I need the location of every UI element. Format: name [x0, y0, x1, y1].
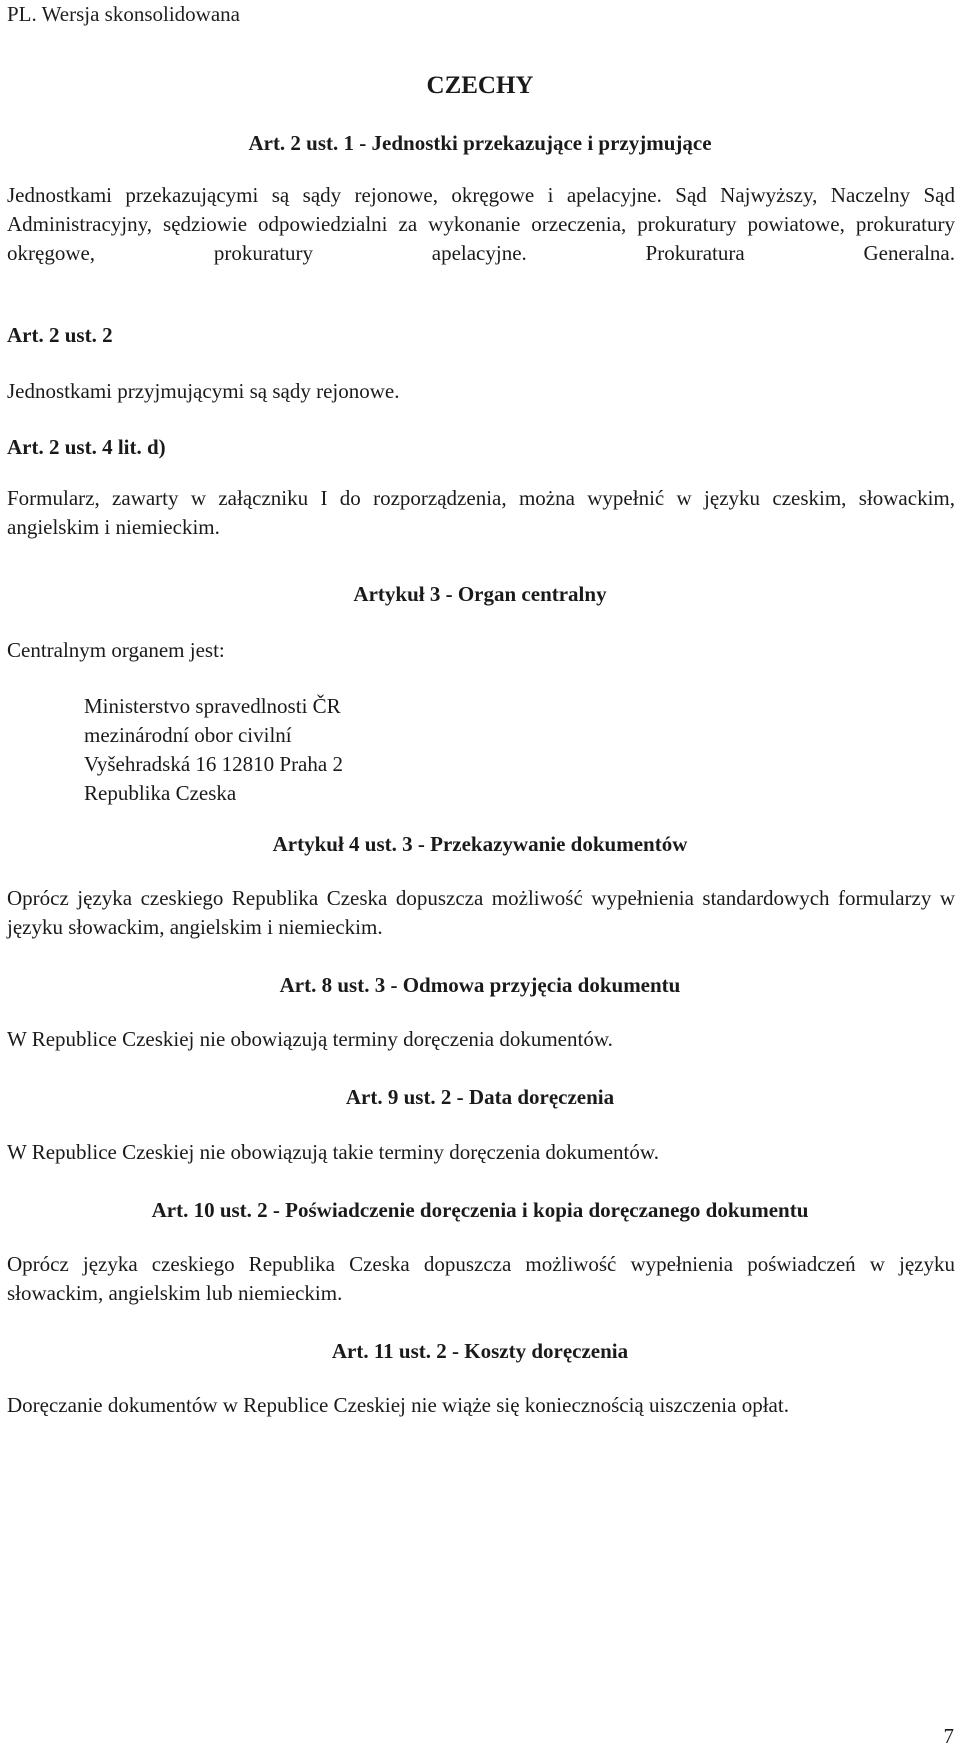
art3-heading: Artykuł 3 - Organ centralny [353, 582, 607, 606]
art3-text: Centralnym organem jest: [7, 638, 225, 662]
art2-4d-heading: Art. 2 ust. 4 lit. d) [7, 435, 166, 459]
country-title: CZECHY [426, 72, 534, 99]
central-authority-address [84, 692, 343, 808]
art11-text: Doręczanie dokumentów w Republice Czeskiej nie wiąże się koniecznością uiszczenia opłat. [7, 1393, 789, 1417]
art8-text: W Republice Czeskiej nie obowiązują terminy doręczenia dokumentów. [7, 1027, 613, 1051]
art10-text: Oprócz języka czeskiego Republika Czeska dopuszcza możliwość wypełnienia poświadczeń w języku słowackim, angielskim lub niemieckim. [7, 1252, 955, 1305]
page-number: 7 [943, 1724, 954, 1748]
art10-heading: Art. 10 ust. 2 - Poświadczenie doręczenia i kopia doręczanego dokumentu [151, 1198, 809, 1222]
address-line: Ministerstvo spravedlnosti ČR [84, 694, 341, 718]
art9-heading: Art. 9 ust. 2 - Data doręczenia [345, 1085, 615, 1109]
art2-2-text: Jednostkami przyjmującymi są sądy rejonowe. [7, 379, 400, 403]
address-line: mezinárodní obor civilní [84, 723, 292, 747]
art2-2-heading: Art. 2 ust. 2 [7, 323, 113, 347]
art4-heading: Artykuł 4 ust. 3 - Przekazywanie dokumentów [272, 832, 688, 856]
running-header: PL. Wersja skonsolidowana [7, 2, 240, 26]
art4-text: Oprócz języka czeskiego Republika Czeska dopuszcza możliwość wypełnienia standardowych formularzy w języku słowackim, angielskim i niemieckim. [7, 886, 955, 939]
address-line: Vyšehradská 16 12810 Praha 2 [84, 752, 343, 776]
art9-text: W Republice Czeskiej nie obowiązują takie terminy doręczenia dokumentów. [7, 1140, 659, 1164]
art2-1-heading: Art. 2 ust. 1 - Jednostki przekazujące i przyjmujące [248, 131, 712, 155]
address-line: Republika Czeska [84, 781, 237, 805]
art2-1-text: Jednostkami przekazującymi są sądy rejonowe, okręgowe i apelacyjne. Sąd Najwyższy, Naczelny Sąd Administracyjny, sędziowie odpowiedzialni za wykonanie orzeczenia, prokuratury powiatowe, prokuratury okręgowe, prokuratury apelacyjne. Prokuratura Generalna. [7, 183, 955, 265]
art8-heading: Art. 8 ust. 3 - Odmowa przyjęcia dokumentu [279, 973, 681, 997]
art11-heading: Art. 11 ust. 2 - Koszty doręczenia [331, 1339, 629, 1363]
art2-4d-text: Formularz, zawarty w załączniku I do rozporządzenia, można wypełnić w języku czeskim, słowackim, angielskim i niemieckim. [7, 486, 955, 539]
